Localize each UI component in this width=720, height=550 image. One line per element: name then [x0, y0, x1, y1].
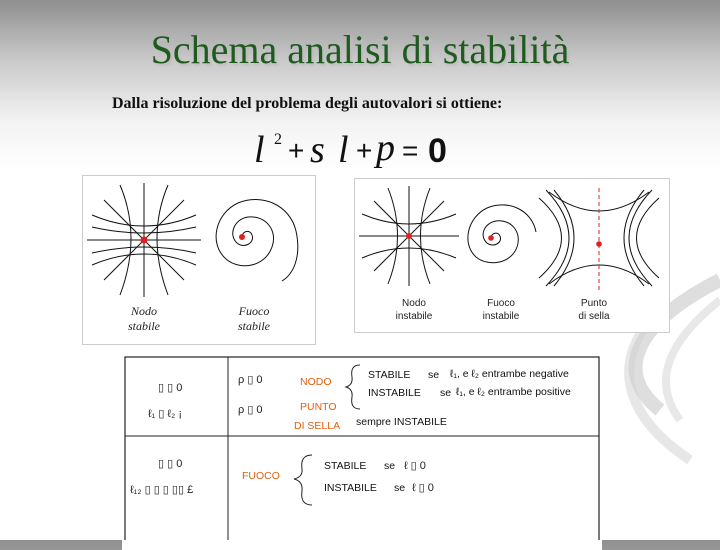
focus-stabile: STABILE: [324, 460, 367, 472]
node-se-1: se: [428, 369, 440, 381]
row1-p-condition-2: ρ ▯ 0: [238, 404, 263, 416]
focus-cond-2: ℓ ▯ 0: [412, 482, 434, 494]
stable-focus-point: [239, 234, 245, 240]
unstable-focus-point: [488, 235, 494, 241]
eq-s: s: [310, 129, 325, 170]
saddle-label-2: DI SELLA: [294, 420, 341, 432]
eq-plus-2: +: [356, 135, 373, 166]
row2-condition-2: ℓ₁₂ ▯ ▯ ▯ ▯▯ £: [130, 484, 194, 496]
saddle-point: [596, 241, 602, 247]
label-nodo-instabile-2: instabile: [395, 311, 433, 322]
label-fuoco-stabile-2: stabile: [238, 319, 270, 333]
eq-square: 2: [274, 131, 282, 148]
label-fuoco-stabile-1: Fuoco: [238, 304, 270, 318]
unstable-portraits-panel: [354, 178, 670, 333]
fuoco-label: FUOCO: [242, 470, 280, 482]
row1-p-condition-1: ρ ▯ 0: [238, 374, 263, 386]
label-nodo-stabile-2: stabile: [128, 319, 160, 333]
focus-se-2: se: [394, 482, 406, 494]
label-punto-di-sella-2: di sella: [578, 311, 610, 322]
row1-condition-1: ▯ ▯ 0: [158, 382, 183, 394]
stable-node-point: [141, 237, 148, 244]
slide-subtitle: Dalla risoluzione del problema degli autovalori si ottiene:: [112, 95, 503, 112]
label-punto-di-sella-1: Punto: [580, 298, 608, 309]
focus-se-1: se: [384, 460, 396, 472]
eq-p: p: [376, 128, 395, 169]
node-cond-positive: ℓ₁, e ℓ₂ entrambe positive: [456, 386, 571, 398]
saddle-always-unstable: sempre INSTABILE: [356, 416, 447, 428]
node-se-2: se: [440, 387, 452, 399]
label-fuoco-instabile-1: Fuoco: [487, 298, 515, 309]
label-nodo-instabile-1: Nodo: [402, 298, 426, 309]
eq-lambda: l: [254, 129, 265, 170]
eq-lambda-2: l: [338, 129, 349, 170]
stable-portraits-panel: [82, 175, 316, 345]
unstable-node-point: [406, 233, 412, 239]
label-fuoco-instabile-2: instabile: [482, 311, 520, 322]
stability-classification-table: [122, 351, 602, 550]
node-instabile: INSTABILE: [368, 387, 421, 399]
saddle-label-1: PUNTO: [300, 401, 337, 413]
row2-condition-1: ▯ ▯ 0: [158, 458, 183, 470]
eq-plus-1: +: [288, 135, 305, 166]
characteristic-equation: [252, 128, 467, 170]
focus-instabile: INSTABILE: [324, 482, 377, 494]
node-cond-negative: ℓ₁, e ℓ₂ entrambe negative: [450, 368, 569, 380]
focus-cond-1: ℓ ▯ 0: [404, 460, 426, 472]
node-label: NODO: [300, 376, 332, 388]
eq-equals: =: [402, 135, 419, 166]
row1-condition-2: ℓ₁ ▯ ℓ₂ ¡: [148, 408, 182, 420]
eq-zero: 0: [428, 132, 447, 170]
slide-title: Schema analisi di stabilità: [150, 27, 570, 72]
label-nodo-stabile-1: Nodo: [130, 304, 158, 318]
node-stabile: STABILE: [368, 369, 411, 381]
